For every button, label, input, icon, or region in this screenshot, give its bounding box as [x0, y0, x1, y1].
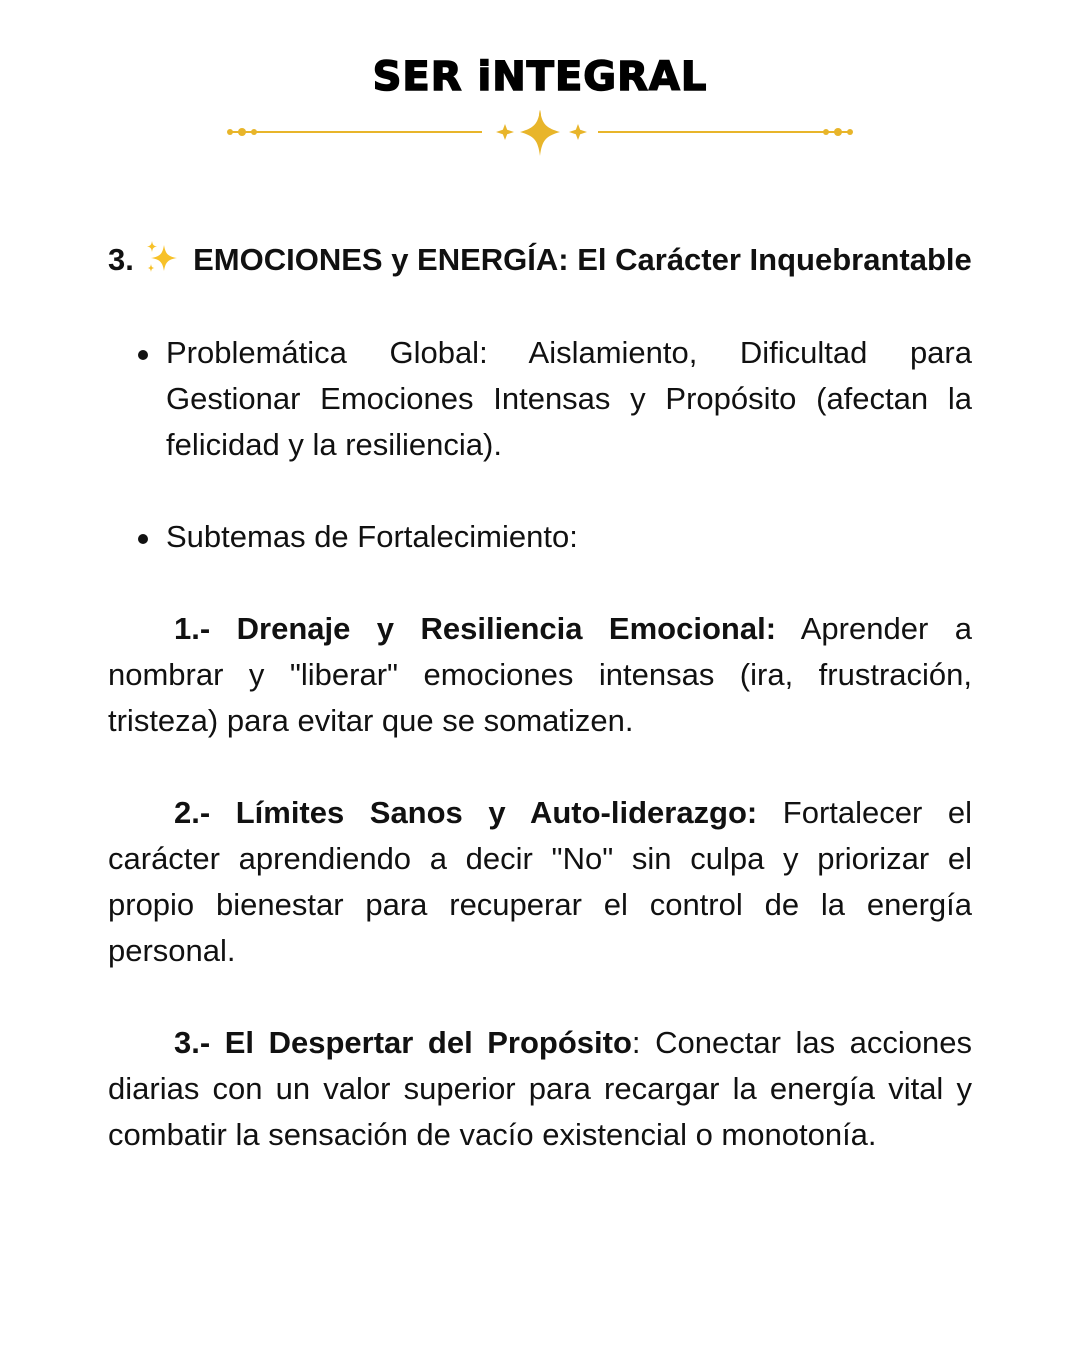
section-title: EMOCIONES y ENERGÍA: El Carácter Inquebrantable — [193, 242, 972, 277]
subtopic-2-title: 2.- Límites Sanos y Auto-liderazgo: — [174, 795, 758, 830]
bullet-subtopics: Subtemas de Fortalecimiento: — [108, 514, 972, 560]
subtopic-2-text: Fortalecer el carácter aprendiendo a decir "No" sin culpa y priorizar el propio bienestar para recuperar el control de la energía personal. — [108, 795, 972, 968]
section-number: 3. — [108, 242, 134, 277]
subtopic-1-title: 1.- Drenaje y Resiliencia Emocional: — [174, 611, 777, 646]
subtopic-1 — [108, 606, 972, 744]
ornamental-divider — [220, 106, 860, 162]
bullet-problem: Problemática Global: Aislamiento, Dificultad para Gestionar Emociones Intensas y Propósito (afectan la felicidad y la resiliencia). — [108, 330, 972, 468]
subtopic-1-text: Aprender a nombrar y "liberar" emociones intensas (ira, frustración, tristeza) para evitar que se somatizen. — [108, 611, 972, 738]
sparkles-icon — [144, 239, 180, 275]
subtopic-3 — [108, 1020, 972, 1158]
subtopic-3-title: 3.- El Despertar del Propósito — [174, 1025, 632, 1060]
section-heading — [108, 236, 972, 284]
subtopic-3-text: : Conectar las acciones diarias con un valor superior para recargar la energía vital y combatir la sensación de vacío existencial o monotonía. — [108, 1025, 972, 1152]
brand-title: SER iNTEGRAL — [372, 54, 708, 100]
subtopic-2 — [108, 790, 972, 974]
bullet-list — [108, 330, 972, 560]
